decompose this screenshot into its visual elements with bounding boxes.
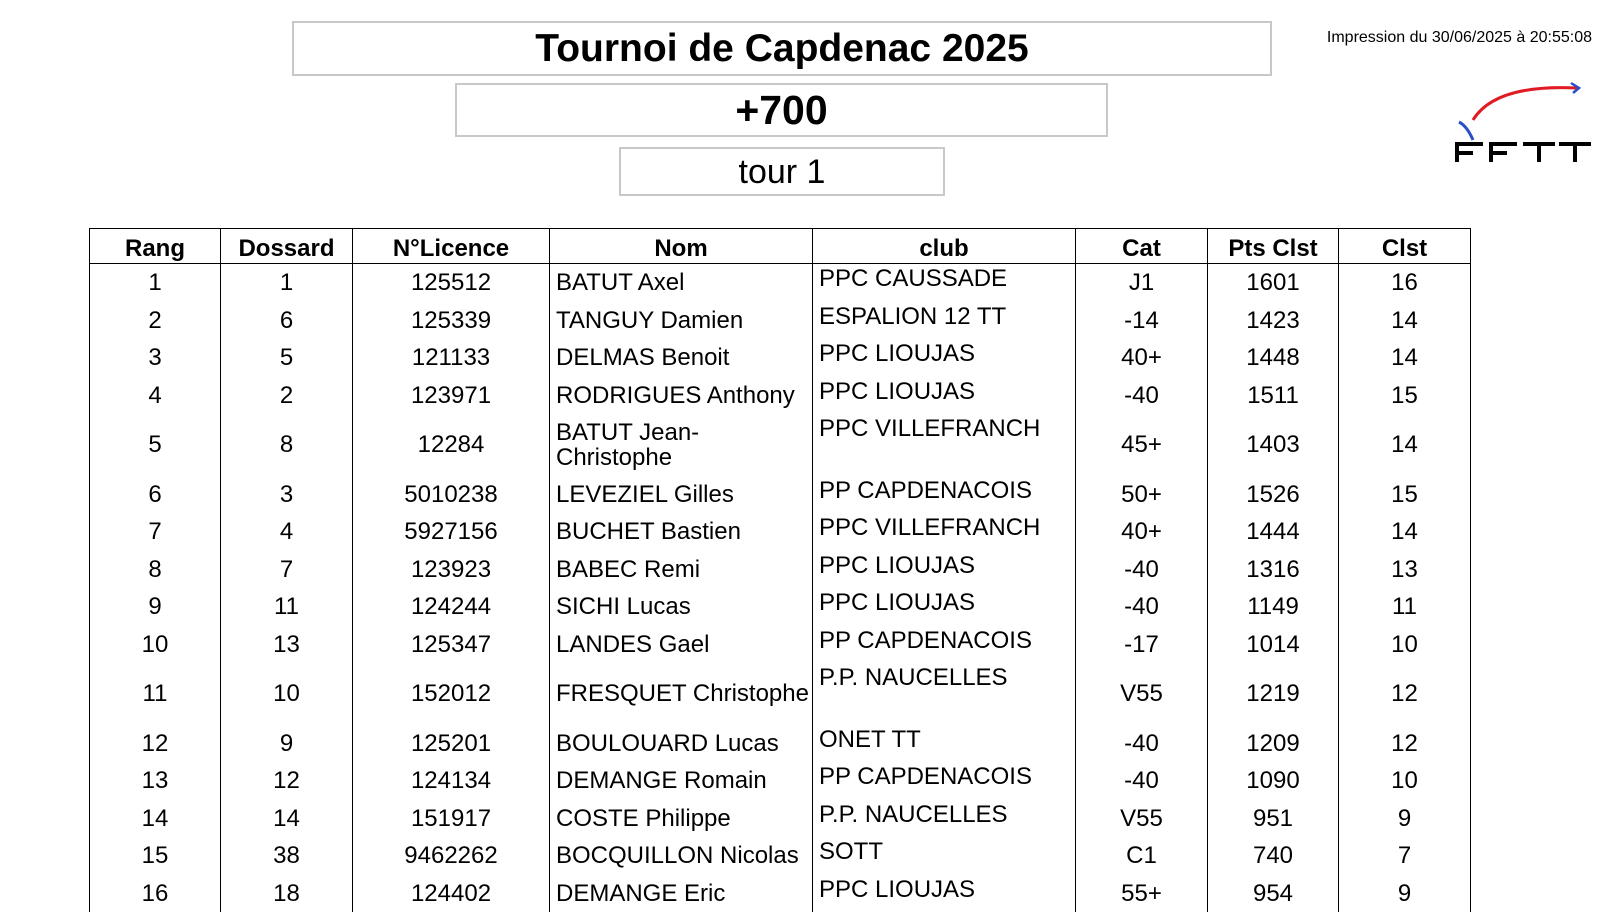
- cell-clst: 11: [1339, 588, 1471, 626]
- round-title: tour 1: [619, 147, 945, 196]
- cell-pts-clst: 1403: [1208, 414, 1339, 476]
- cell-nom: DEMANGE Eric: [550, 875, 813, 912]
- cell-rang: 13: [90, 762, 221, 800]
- cell-pts-clst: 1149: [1208, 588, 1339, 626]
- table-row: [90, 476, 1471, 514]
- table-row: [90, 551, 1471, 589]
- cell-pts-clst: 1014: [1208, 626, 1339, 664]
- col-header-nom: Nom: [550, 229, 813, 264]
- cell-pts-clst: 1526: [1208, 476, 1339, 514]
- cell-dossard: 7: [221, 551, 353, 589]
- cell-club: P.P. NAUCELLES: [813, 663, 1076, 725]
- cell-pts-clst: 1423: [1208, 302, 1339, 340]
- col-header-clst: Clst: [1339, 229, 1471, 264]
- results-table: [89, 228, 1471, 912]
- logo-blue-swoosh: [1459, 122, 1473, 140]
- logo-red-swoosh: [1473, 88, 1577, 120]
- print-date: Impression du 30/06/2025 à 20:55:08: [1327, 29, 1592, 47]
- cell-rang: 11: [90, 663, 221, 725]
- cell-pts-clst: 1601: [1208, 264, 1339, 302]
- cell-licence: 121133: [353, 339, 550, 377]
- cell-dossard: 14: [221, 800, 353, 838]
- cell-club: PPC VILLEFRANCH: [813, 513, 1076, 551]
- cell-dossard: 12: [221, 762, 353, 800]
- cell-cat: 50+: [1076, 476, 1208, 514]
- col-header-licence: N°Licence: [353, 229, 550, 264]
- cell-nom: BOCQUILLON Nicolas: [550, 837, 813, 875]
- cell-cat: V55: [1076, 663, 1208, 725]
- cell-nom: LEVEZIEL Gilles: [550, 476, 813, 514]
- cell-club: PPC LIOUJAS: [813, 377, 1076, 415]
- cell-licence: 125339: [353, 302, 550, 340]
- cell-nom: BOULOUARD Lucas: [550, 725, 813, 763]
- cell-licence: 125512: [353, 264, 550, 302]
- cell-clst: 9: [1339, 800, 1471, 838]
- cell-licence: 9462262: [353, 837, 550, 875]
- cell-clst: 7: [1339, 837, 1471, 875]
- cell-club: PPC VILLEFRANCH: [813, 414, 1076, 476]
- cell-rang: 5: [90, 414, 221, 476]
- cell-cat: V55: [1076, 800, 1208, 838]
- cell-nom: FRESQUET Christophe: [550, 663, 813, 725]
- cell-cat: -40: [1076, 725, 1208, 763]
- cell-licence: 151917: [353, 800, 550, 838]
- cell-cat: J1: [1076, 264, 1208, 302]
- table-row: [90, 626, 1471, 664]
- cell-clst: 15: [1339, 476, 1471, 514]
- cell-pts-clst: 1219: [1208, 663, 1339, 725]
- cell-rang: 14: [90, 800, 221, 838]
- cell-dossard: 10: [221, 663, 353, 725]
- cell-cat: 55+: [1076, 875, 1208, 912]
- cell-rang: 4: [90, 377, 221, 415]
- cell-clst: 12: [1339, 725, 1471, 763]
- cell-pts-clst: 1444: [1208, 513, 1339, 551]
- cell-clst: 14: [1339, 302, 1471, 340]
- cell-clst: 14: [1339, 513, 1471, 551]
- cell-licence: 125201: [353, 725, 550, 763]
- cell-rang: 15: [90, 837, 221, 875]
- cell-nom: DEMANGE Romain: [550, 762, 813, 800]
- cell-dossard: 4: [221, 513, 353, 551]
- table-row: [90, 513, 1471, 551]
- cell-club: P.P. NAUCELLES: [813, 800, 1076, 838]
- cell-cat: -40: [1076, 762, 1208, 800]
- cell-clst: 10: [1339, 626, 1471, 664]
- cell-pts-clst: 1090: [1208, 762, 1339, 800]
- table-row: [90, 588, 1471, 626]
- cell-rang: 1: [90, 264, 221, 302]
- cell-pts-clst: 1316: [1208, 551, 1339, 589]
- cell-pts-clst: 740: [1208, 837, 1339, 875]
- cell-club: PPC CAUSSADE: [813, 264, 1076, 302]
- cell-licence: 124134: [353, 762, 550, 800]
- cell-pts-clst: 951: [1208, 800, 1339, 838]
- cell-nom: LANDES Gael: [550, 626, 813, 664]
- table-row: [90, 302, 1471, 340]
- cell-licence: 5010238: [353, 476, 550, 514]
- table-row: [90, 762, 1471, 800]
- cell-cat: -40: [1076, 377, 1208, 415]
- cell-rang: 6: [90, 476, 221, 514]
- cell-club: ESPALION 12 TT: [813, 302, 1076, 340]
- cell-licence: 5927156: [353, 513, 550, 551]
- cell-clst: 13: [1339, 551, 1471, 589]
- cell-clst: 16: [1339, 264, 1471, 302]
- cell-club: PPC LIOUJAS: [813, 551, 1076, 589]
- cell-clst: 12: [1339, 663, 1471, 725]
- cell-clst: 10: [1339, 762, 1471, 800]
- cell-dossard: 8: [221, 414, 353, 476]
- cell-licence: 125347: [353, 626, 550, 664]
- cell-licence: 123971: [353, 377, 550, 415]
- table-body: [90, 264, 1471, 912]
- cell-club: PPC LIOUJAS: [813, 875, 1076, 912]
- cell-club: SOTT: [813, 837, 1076, 875]
- cell-nom: BATUT Axel: [550, 264, 813, 302]
- cell-dossard: 2: [221, 377, 353, 415]
- cell-dossard: 9: [221, 725, 353, 763]
- cell-club: PPC LIOUJAS: [813, 339, 1076, 377]
- cell-licence: 124244: [353, 588, 550, 626]
- cell-clst: 9: [1339, 875, 1471, 912]
- fftt-logo: [1455, 80, 1595, 172]
- cell-clst: 14: [1339, 414, 1471, 476]
- table-header-row: [90, 229, 1471, 264]
- cell-licence: 123923: [353, 551, 550, 589]
- cell-nom: DELMAS Benoit: [550, 339, 813, 377]
- cell-pts-clst: 1209: [1208, 725, 1339, 763]
- cell-rang: 8: [90, 551, 221, 589]
- cell-cat: -17: [1076, 626, 1208, 664]
- table-row: [90, 837, 1471, 875]
- cell-club: PP CAPDENACOIS: [813, 626, 1076, 664]
- table-row: [90, 800, 1471, 838]
- cell-licence: 124402: [353, 875, 550, 912]
- table-row: [90, 414, 1471, 476]
- cell-pts-clst: 1511: [1208, 377, 1339, 415]
- cell-nom: BABEC Remi: [550, 551, 813, 589]
- cell-cat: -40: [1076, 551, 1208, 589]
- cell-rang: 2: [90, 302, 221, 340]
- tournament-title: Tournoi de Capdenac 2025: [292, 21, 1272, 76]
- cell-rang: 10: [90, 626, 221, 664]
- col-header-rang: Rang: [90, 229, 221, 264]
- cell-rang: 12: [90, 725, 221, 763]
- cell-nom: BUCHET Bastien: [550, 513, 813, 551]
- cell-pts-clst: 1448: [1208, 339, 1339, 377]
- col-header-pts-clst: Pts Clst: [1208, 229, 1339, 264]
- cell-dossard: 6: [221, 302, 353, 340]
- cell-nom: SICHI Lucas: [550, 588, 813, 626]
- cell-dossard: 18: [221, 875, 353, 912]
- col-header-club: club: [813, 229, 1076, 264]
- cell-cat: 40+: [1076, 513, 1208, 551]
- cell-cat: C1: [1076, 837, 1208, 875]
- cell-rang: 3: [90, 339, 221, 377]
- table-row: [90, 339, 1471, 377]
- cell-nom: RODRIGUES Anthony: [550, 377, 813, 415]
- cell-cat: -14: [1076, 302, 1208, 340]
- cell-club: PPC LIOUJAS: [813, 588, 1076, 626]
- table-row: [90, 875, 1471, 912]
- cell-rang: 7: [90, 513, 221, 551]
- cell-pts-clst: 954: [1208, 875, 1339, 912]
- cell-dossard: 13: [221, 626, 353, 664]
- cell-nom: TANGUY Damien: [550, 302, 813, 340]
- cell-dossard: 11: [221, 588, 353, 626]
- cell-clst: 14: [1339, 339, 1471, 377]
- category-title: +700: [455, 83, 1108, 137]
- cell-dossard: 38: [221, 837, 353, 875]
- cell-licence: 152012: [353, 663, 550, 725]
- cell-club: PP CAPDENACOIS: [813, 762, 1076, 800]
- cell-cat: 40+: [1076, 339, 1208, 377]
- cell-nom: COSTE Philippe: [550, 800, 813, 838]
- table-row: [90, 663, 1471, 725]
- cell-rang: 16: [90, 875, 221, 912]
- cell-nom: BATUT Jean-Christophe: [550, 414, 813, 476]
- cell-rang: 9: [90, 588, 221, 626]
- table-row: [90, 264, 1471, 302]
- cell-club: PP CAPDENACOIS: [813, 476, 1076, 514]
- cell-clst: 15: [1339, 377, 1471, 415]
- table-row: [90, 377, 1471, 415]
- cell-club: ONET TT: [813, 725, 1076, 763]
- cell-dossard: 1: [221, 264, 353, 302]
- col-header-dossard: Dossard: [221, 229, 353, 264]
- cell-cat: 45+: [1076, 414, 1208, 476]
- logo-letters: [1455, 144, 1591, 162]
- cell-dossard: 5: [221, 339, 353, 377]
- cell-licence: 12284: [353, 414, 550, 476]
- cell-cat: -40: [1076, 588, 1208, 626]
- table-row: [90, 725, 1471, 763]
- cell-dossard: 3: [221, 476, 353, 514]
- col-header-cat: Cat: [1076, 229, 1208, 264]
